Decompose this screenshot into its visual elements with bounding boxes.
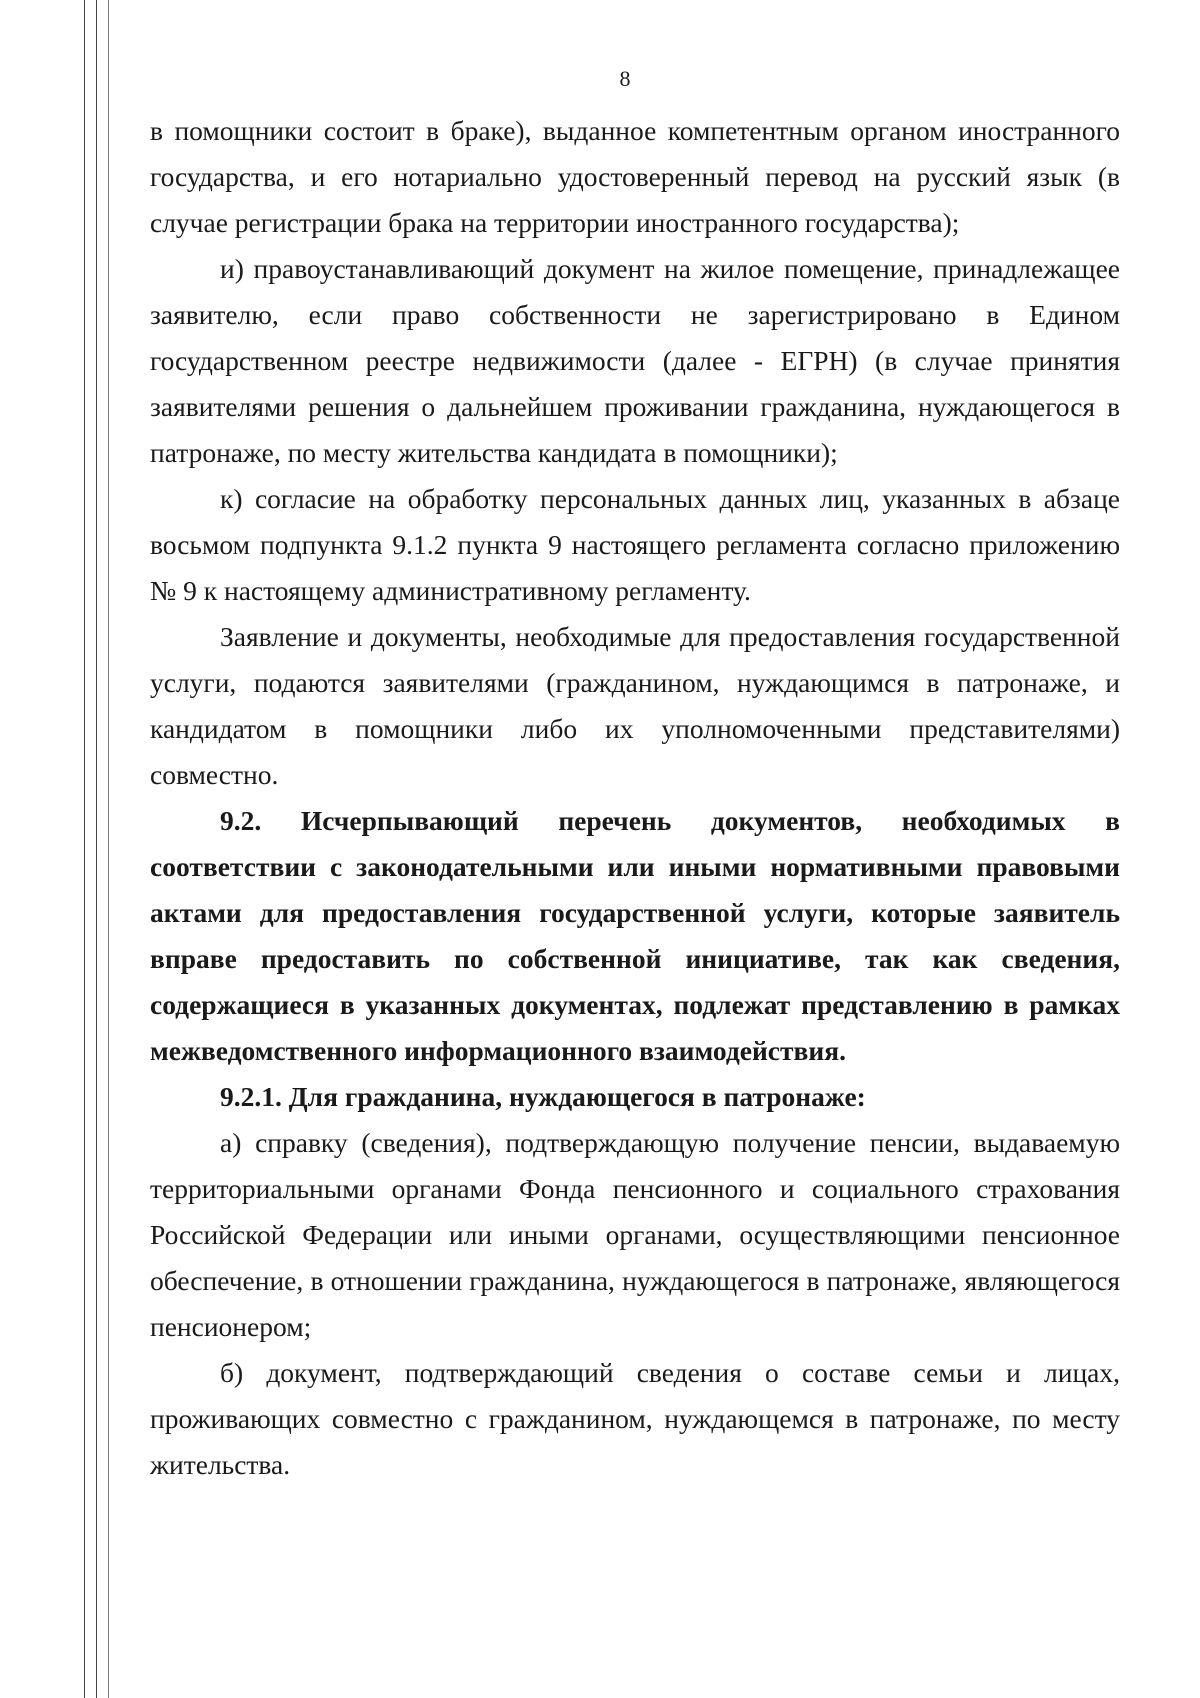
paragraph-application: Заявление и документы, необходимые для предоставления государственной услуги, подаются заявителями (гражданином, нуждающимся в патронаже, и кандидатом в помощники либо их уполномоченными представителями) совместно. [150, 621, 1120, 790]
paragraph-item-k: к) согласие на обработку персональных данных лиц, указанных в абзаце восьмом подпункта 9.1.2 пункта 9 настоящего регламента согласно приложению № 9 к настоящему административному регламенту. [150, 483, 1120, 606]
binding-line [96, 0, 97, 1698]
paragraph-item-b: б) документ, подтверждающий сведения о составе семьи и лицах, проживающих совместно с гражданином, нуждающемся в патронаже, по месту жительства. [150, 1357, 1120, 1480]
page-number: 8 [619, 66, 631, 91]
section-heading-9-2: 9.2. Исчерпывающий перечень документов, необходимых в соответствии с законодательными или иными нормативными правовыми актами для предоставления государственной услуги, которые заявитель вправе предоставить по собственной инициативе, так как сведения, содержащиеся в указанных документах, подлежат представлению в рамках межведомственного информационного взаимодействия. [150, 805, 1120, 1066]
paragraph-continued: в помощники состоит в браке), выданное компетентным органом иностранного государства, и его нотариально удостоверенный перевод на русский язык (в случае регистрации брака на территории иностранного государства); [150, 115, 1120, 238]
binding-line [108, 0, 109, 1698]
paragraph-item-a: а) справку (сведения), подтверждающую получение пенсии, выдаваемую территориальными органами Фонда пенсионного и социального страхования Российской Федерации или иными органами, осуществляющими пенсионное обеспечение, в отношении гражданина, нуждающегося в патронаже, являющегося пенсионером; [150, 1127, 1120, 1342]
paragraph-item-i: и) правоустанавливающий документ на жилое помещение, принадлежащее заявителю, если право собственности не зарегистрировано в Едином государственном реестре недвижимости (далее - ЕГРН) (в случае принятия заявителями решения о дальнейшем проживании гражданина, нуждающегося в патронаже, по месту жительства кандидата в помощники); [150, 253, 1120, 468]
binding-line [84, 0, 85, 1698]
document-body [150, 108, 1120, 1488]
subsection-heading-9-2-1: 9.2.1. Для гражданина, нуждающегося в патронаже: [220, 1081, 866, 1112]
